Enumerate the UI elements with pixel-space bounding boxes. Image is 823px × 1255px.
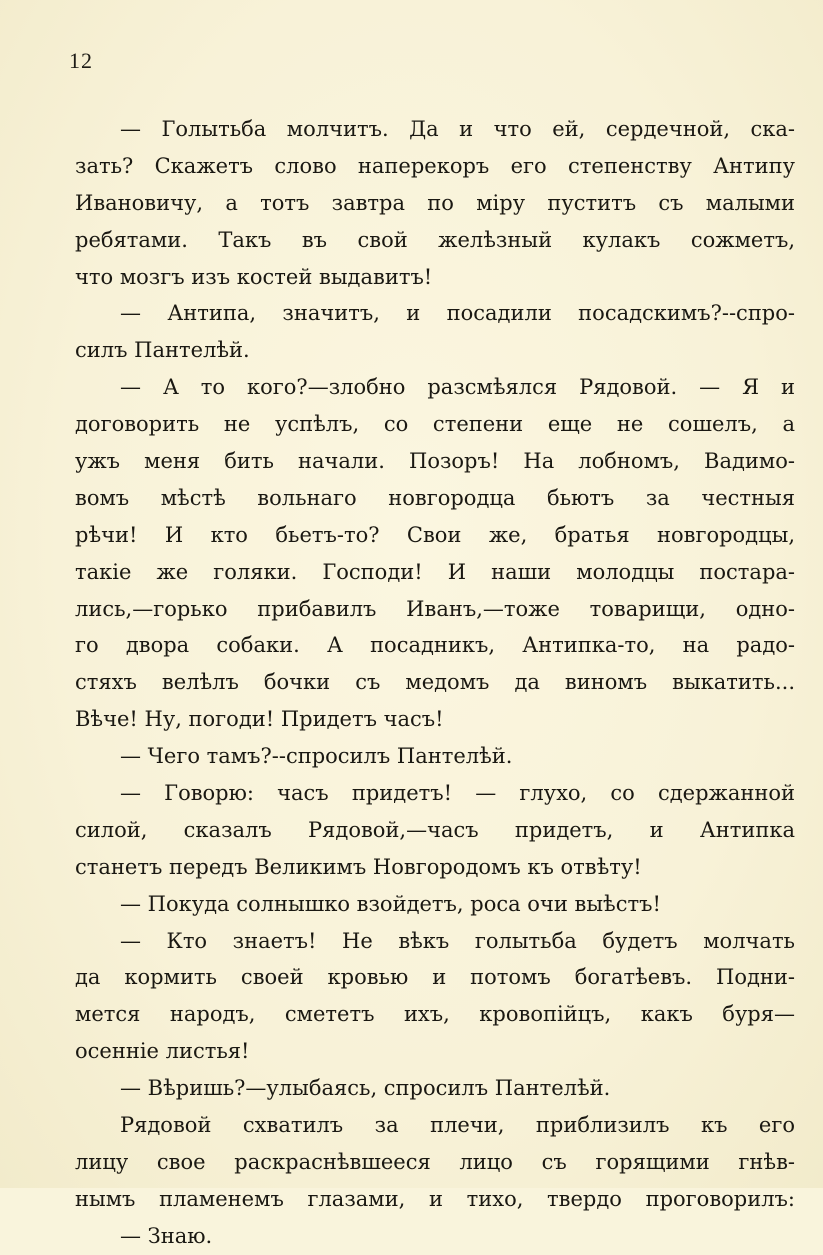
- text-line: лись,—горько прибавилъ Иванъ,—тоже товарищи, одно-: [75, 596, 795, 621]
- text-line: рѣчи! И кто бьетъ-то? Свои же, братья новгородцы,: [75, 522, 795, 547]
- text-line: стяхъ велѣлъ бочки съ медомъ да виномъ выкатить...: [75, 670, 795, 695]
- text-line: силъ Пантелѣй.: [75, 338, 250, 363]
- text-line: — Покуда солнышко взойдетъ, роса очи выѣстъ!: [120, 891, 661, 916]
- text-line: осенніе листья!: [75, 1039, 250, 1064]
- text-line: да кормить своей кровью и потомъ богатѣевъ. Подни-: [75, 965, 795, 990]
- text-line: — Чего тамъ?--спросилъ Пантелѣй.: [120, 744, 513, 769]
- text-line: — Кто знаетъ! Не вѣкъ голытьба будетъ молчать: [120, 928, 795, 953]
- text-line: станетъ передъ Великимъ Новгородомъ къ отвѣту!: [75, 854, 642, 879]
- text-line: мется народъ, смететъ ихъ, кровопійцъ, какъ буря—: [75, 1002, 795, 1027]
- text-line: ребятами. Такъ въ свой желѣзный кулакъ сожметъ,: [75, 227, 795, 252]
- text-line: — Знаю.: [120, 1223, 213, 1248]
- text-line: — Голытьба молчитъ. Да и что ей, сердечной, ска-: [120, 117, 795, 141]
- text-line: лицу свое раскраснѣвшееся лицо съ горящими гнѣв-: [75, 1149, 795, 1174]
- text-line: Ивановичу, а тотъ завтра по міру пуститъ съ малыми: [75, 190, 795, 215]
- text-line: вомъ мѣстѣ вольнаго новгородца бьютъ за честныя: [75, 485, 795, 510]
- text-line: — А то кого?—злобно разсмѣялся Рядовой. — Я и: [120, 375, 795, 400]
- text-line: Вѣче! Ну, погоди! Придетъ часъ!: [75, 707, 444, 732]
- body-text: [75, 111, 795, 1255]
- text-line: ужъ меня бить начали. Позоръ! На лобномъ, Вадимо-: [75, 449, 795, 474]
- text-line: го двора собаки. А посадникъ, Антипка-то, на радо-: [75, 633, 795, 658]
- text-line: — Вѣришь?—улыбаясь, спросилъ Пантелѣй.: [120, 1076, 611, 1101]
- page-number: 12: [69, 48, 93, 73]
- text-line: зать? Скажетъ слово наперекоръ его степенству Антипу: [75, 153, 795, 178]
- text-line: — Говорю: часъ придетъ! — глухо, со сдержанной: [120, 781, 795, 806]
- text-line: нымъ пламенемъ глазами, и тихо, твердо проговорилъ:: [75, 1186, 795, 1211]
- text-line: что мозгъ изъ костей выдавитъ!: [75, 264, 433, 289]
- text-line: — Антипа, значитъ, и посадили посадскимъ?--спро-: [120, 301, 795, 326]
- text-line: силой, сказалъ Рядовой,—часъ придетъ, и Антипка: [75, 817, 795, 842]
- text-line: договорить не успѣлъ, со степени еще не сошелъ, а: [75, 412, 795, 437]
- text-line: Рядовой схватилъ за плечи, приблизилъ къ его: [120, 1113, 795, 1138]
- text-line: такіе же голяки. Господи! И наши молодцы постара-: [75, 559, 795, 584]
